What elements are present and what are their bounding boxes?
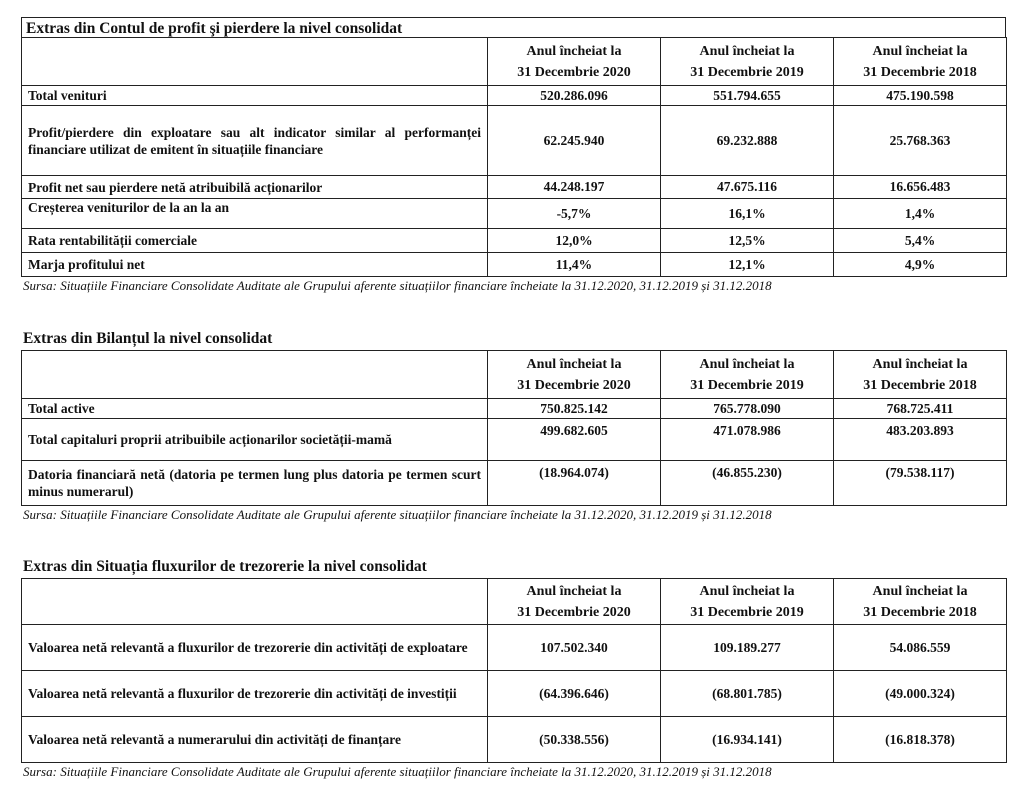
row-label: Valoarea netă relevantă a numerarului din activități de finanțare [22, 717, 488, 763]
table-row [22, 399, 1007, 419]
bs-title: Extras din Bilanțul la nivel consolidat [23, 330, 273, 347]
row-label: Total venituri [22, 86, 488, 106]
value-2019: 47.675.116 [661, 176, 834, 199]
value-2018: 483.203.893 [834, 419, 1007, 461]
table-row [22, 671, 1007, 717]
value-2020: (18.964.074) [488, 461, 661, 506]
table-row [22, 199, 1007, 229]
value-2020: 11,4% [488, 253, 661, 277]
row-label: Rata rentabilității comerciale [22, 229, 488, 253]
row-label: Total capitaluri proprii atribuibile acționarilor societății-mamă [22, 419, 488, 461]
pl-header-row [22, 38, 1007, 86]
value-2019: 69.232.888 [661, 106, 834, 176]
value-2018: 1,4% [834, 199, 1007, 229]
table-row [22, 253, 1007, 277]
value-2019: (46.855.230) [661, 461, 834, 506]
bs-source-note: Sursa: Situațiile Financiare Consolidate Auditate ale Grupului aferente situațiilor financiare încheiate la 31.12.2020, 31.12.2019 și 31.12.2018 [23, 507, 772, 522]
value-2018: 768.725.411 [834, 399, 1007, 419]
cf-header-row [22, 579, 1007, 625]
value-2020: 62.245.940 [488, 106, 661, 176]
value-2019: 765.778.090 [661, 399, 834, 419]
row-label: Profit net sau pierdere netă atribuibilă acționarilor [22, 176, 488, 199]
bs-header-empty [22, 351, 488, 399]
bs-section [21, 328, 1006, 524]
value-2019: 12,1% [661, 253, 834, 277]
cf-section [21, 556, 1006, 781]
cf-header-2020: Anul încheiat la 31 Decembrie 2020 [488, 579, 661, 625]
value-2018: (79.538.117) [834, 461, 1007, 506]
value-2018: (16.818.378) [834, 717, 1007, 763]
table-row [22, 461, 1007, 506]
value-2018: (49.000.324) [834, 671, 1007, 717]
value-2019: 16,1% [661, 199, 834, 229]
table-row [22, 717, 1007, 763]
value-2019: 109.189.277 [661, 625, 834, 671]
bs-header-row [22, 351, 1007, 399]
pl-header-2020: Anul încheiat la 31 Decembrie 2020 [488, 38, 661, 86]
value-2020: 107.502.340 [488, 625, 661, 671]
value-2020: 520.286.096 [488, 86, 661, 106]
value-2020: (50.338.556) [488, 717, 661, 763]
table-row [22, 419, 1007, 461]
pl-header-empty [22, 38, 488, 86]
value-2019: 12,5% [661, 229, 834, 253]
value-2019: (16.934.141) [661, 717, 834, 763]
value-2018: 16.656.483 [834, 176, 1007, 199]
bs-header-2019: Anul încheiat la 31 Decembrie 2019 [661, 351, 834, 399]
cf-header-2018: Anul încheiat la 31 Decembrie 2018 [834, 579, 1007, 625]
row-label: Valoarea netă relevantă a fluxurilor de trezorerie din activități de investiții [22, 671, 488, 717]
pl-header-2018: Anul încheiat la 31 Decembrie 2018 [834, 38, 1007, 86]
table-row [22, 86, 1007, 106]
pl-section [21, 17, 1006, 295]
value-2018: 475.190.598 [834, 86, 1007, 106]
bs-header-2020: Anul încheiat la 31 Decembrie 2020 [488, 351, 661, 399]
pl-title: Extras din Contul de profit şi pierdere la nivel consolidat [21, 17, 1006, 37]
value-2019: 471.078.986 [661, 419, 834, 461]
value-2020: 44.248.197 [488, 176, 661, 199]
pl-header-2019: Anul încheiat la 31 Decembrie 2019 [661, 38, 834, 86]
row-label: Marja profitului net [22, 253, 488, 277]
cf-source-note: Sursa: Situațiile Financiare Consolidate Auditate ale Grupului aferente situațiilor financiare încheiate la 31.12.2020, 31.12.2019 și 31.12.2018 [23, 764, 772, 779]
value-2018: 5,4% [834, 229, 1007, 253]
value-2020: (64.396.646) [488, 671, 661, 717]
table-row [22, 229, 1007, 253]
row-label: Total active [22, 399, 488, 419]
value-2018: 4,9% [834, 253, 1007, 277]
cf-table [21, 578, 1007, 763]
row-label: Profit/pierdere din exploatare sau alt indicator similar al performanței financiare utilizat de emitent în situațiile financiare [22, 106, 488, 176]
pl-source-note: Sursa: Situațiile Financiare Consolidate Auditate ale Grupului aferente situațiilor financiare încheiate la 31.12.2020, 31.12.2019 și 31.12.2018 [23, 278, 772, 293]
value-2020: 750.825.142 [488, 399, 661, 419]
bs-table [21, 350, 1007, 506]
pl-table [21, 37, 1007, 277]
bs-header-2018: Anul încheiat la 31 Decembrie 2018 [834, 351, 1007, 399]
value-2020: 499.682.605 [488, 419, 661, 461]
table-row [22, 176, 1007, 199]
value-2019: 551.794.655 [661, 86, 834, 106]
value-2018: 25.768.363 [834, 106, 1007, 176]
table-row [22, 106, 1007, 176]
row-label: Datoria financiară netă (datoria pe termen lung plus datoria pe termen scurt minus numerarul) [22, 461, 488, 506]
table-row [22, 625, 1007, 671]
value-2019: (68.801.785) [661, 671, 834, 717]
cf-title: Extras din Situația fluxurilor de trezorerie la nivel consolidat [23, 558, 427, 575]
row-label: Creșterea veniturilor de la an la an [22, 199, 488, 229]
cf-header-2019: Anul încheiat la 31 Decembrie 2019 [661, 579, 834, 625]
row-label: Valoarea netă relevantă a fluxurilor de trezorerie din activități de exploatare [22, 625, 488, 671]
value-2020: -5,7% [488, 199, 661, 229]
value-2018: 54.086.559 [834, 625, 1007, 671]
value-2020: 12,0% [488, 229, 661, 253]
cf-header-empty [22, 579, 488, 625]
